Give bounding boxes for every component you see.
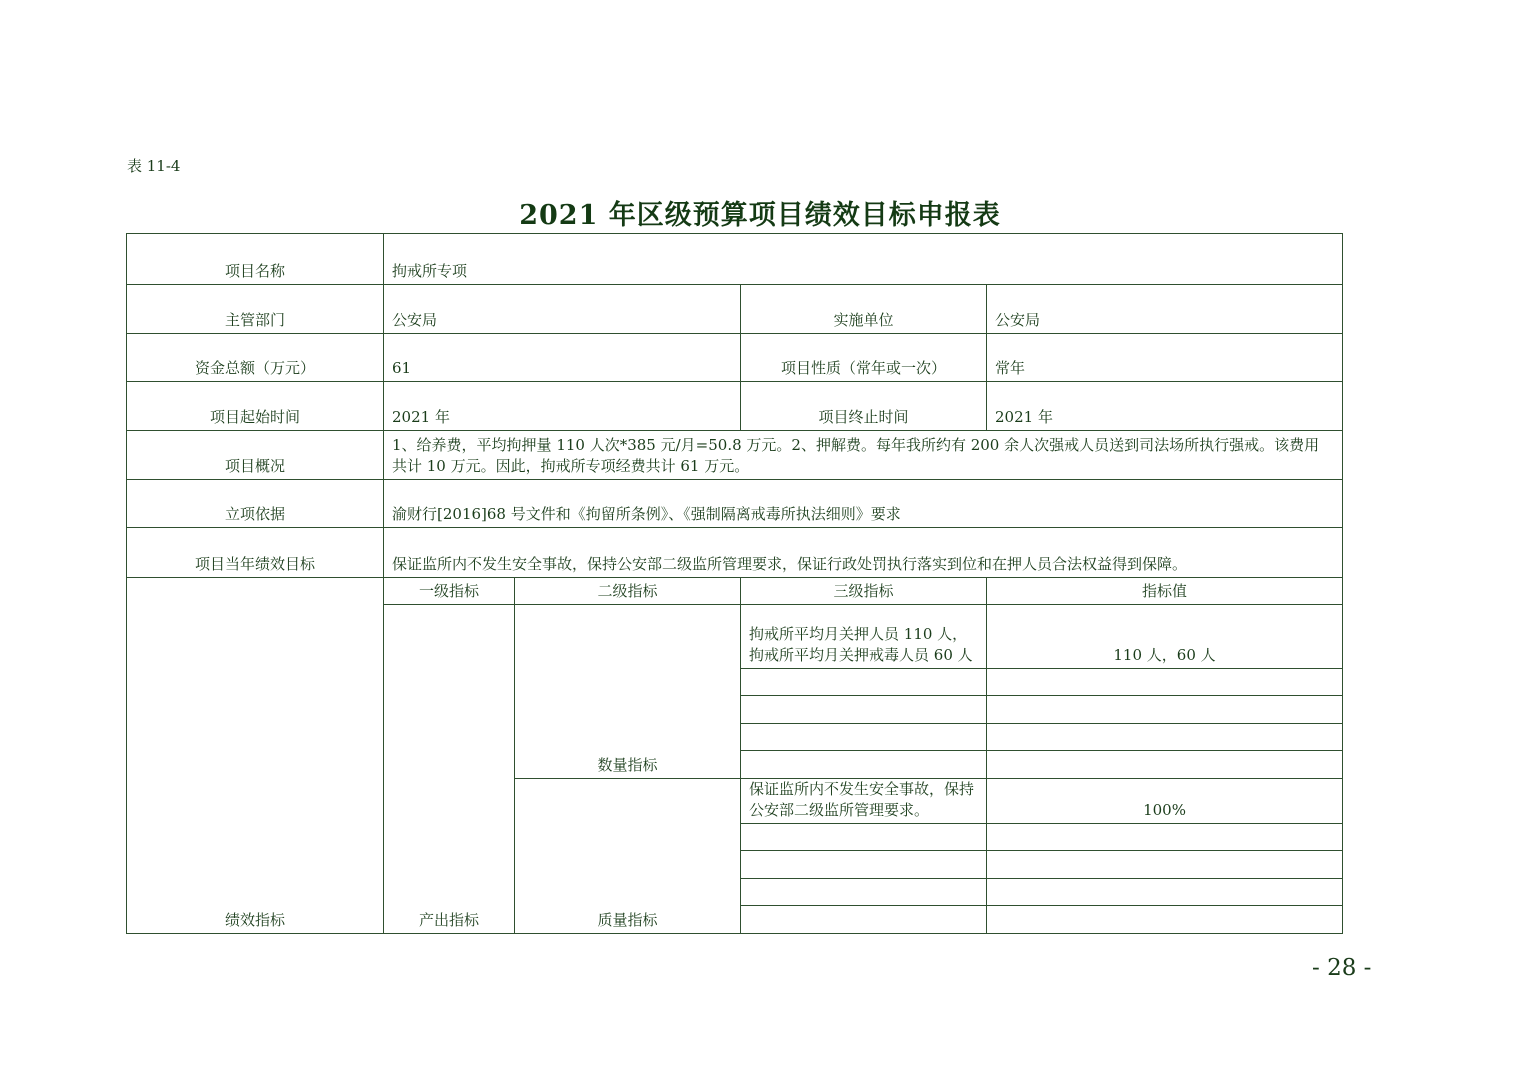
quantity-value-cell: 110 人，60 人 [987,605,1343,669]
department-label: 主管部门 [127,285,384,334]
quantity-l3-cell: 拘戒所平均月关押人员 110 人，拘戒所平均月关押戒毒人员 60 人 [741,605,987,669]
annual-goal-value: 保证监所内不发生安全事故，保持公安部二级监所管理要求，保证行政处罚执行落实到位和在押人员合法权益得到保障。 [384,528,1343,578]
row-department [127,285,1343,334]
start-time-value: 2021 年 [384,382,741,431]
indicator-header-row [127,578,1343,605]
quality-value-cell [987,906,1343,934]
funds-label: 资金总额（万元） [127,334,384,382]
quality-value-cell [987,851,1343,879]
start-time-label: 项目起始时间 [127,382,384,431]
row-basis [127,480,1343,528]
performance-target-table [126,233,1343,934]
basis-value: 渝财行[2016]68 号文件和《拘留所条例》、《强制隔离戒毒所执法细则》要求 [384,480,1343,528]
page-number: - 28 - [1312,955,1372,981]
quantity-l3-cell [741,751,987,779]
header-level2: 二级指标 [515,578,741,605]
implementing-unit-label: 实施单位 [741,285,987,334]
quantity-value-cell [987,724,1343,751]
quality-value-cell: 100% [987,779,1343,824]
quality-value-cell [987,879,1343,906]
header-level1: 一级指标 [384,578,515,605]
quantity-indicator-label: 数量指标 [515,605,741,779]
end-time-value: 2021 年 [987,382,1343,431]
row-period [127,382,1343,431]
department-value: 公安局 [384,285,741,334]
performance-indicators-label: 绩效指标 [127,578,384,934]
overview-label: 项目概况 [127,431,384,480]
end-time-label: 项目终止时间 [741,382,987,431]
row-project-name [127,234,1343,285]
basis-label: 立项依据 [127,480,384,528]
output-indicator-label: 产出指标 [384,605,515,934]
quality-value-cell [987,824,1343,851]
quality-l3-cell [741,879,987,906]
annual-goal-label: 项目当年绩效目标 [127,528,384,578]
quality-indicator-label: 质量指标 [515,779,741,934]
funds-value: 61 [384,334,741,382]
quality-l3-cell [741,906,987,934]
header-value: 指标值 [987,578,1343,605]
row-overview [127,431,1343,480]
project-name-value: 拘戒所专项 [384,234,1343,285]
implementing-unit-value: 公安局 [987,285,1343,334]
row-annual-goal [127,528,1343,578]
project-nature-value: 常年 [987,334,1343,382]
quantity-value-cell [987,669,1343,696]
header-level3: 三级指标 [741,578,987,605]
quality-l3-cell: 保证监所内不发生安全事故，保持公安部二级监所管理要求。 [741,779,987,824]
quality-l3-cell [741,851,987,879]
project-name-label: 项目名称 [127,234,384,285]
project-nature-label: 项目性质（常年或一次） [741,334,987,382]
quantity-l3-cell [741,696,987,724]
page-title: 2021 年区级预算项目绩效目标申报表 [519,200,1001,231]
quantity-l3-cell [741,669,987,696]
quantity-l3-cell [741,724,987,751]
overview-value: 1、给养费，平均拘押量 110 人次*385 元/月=50.8 万元。2、押解费。每年我所约有 200 余人次强戒人员送到司法场所执行强戒。该费用共计 10 万元。因此，拘戒所专项经费共计 61 万元。 [384,431,1343,480]
quantity-value-cell [987,696,1343,724]
row-funds [127,334,1343,382]
table-number: 表 11-4 [127,157,181,175]
quantity-value-cell [987,751,1343,779]
quality-l3-cell [741,824,987,851]
